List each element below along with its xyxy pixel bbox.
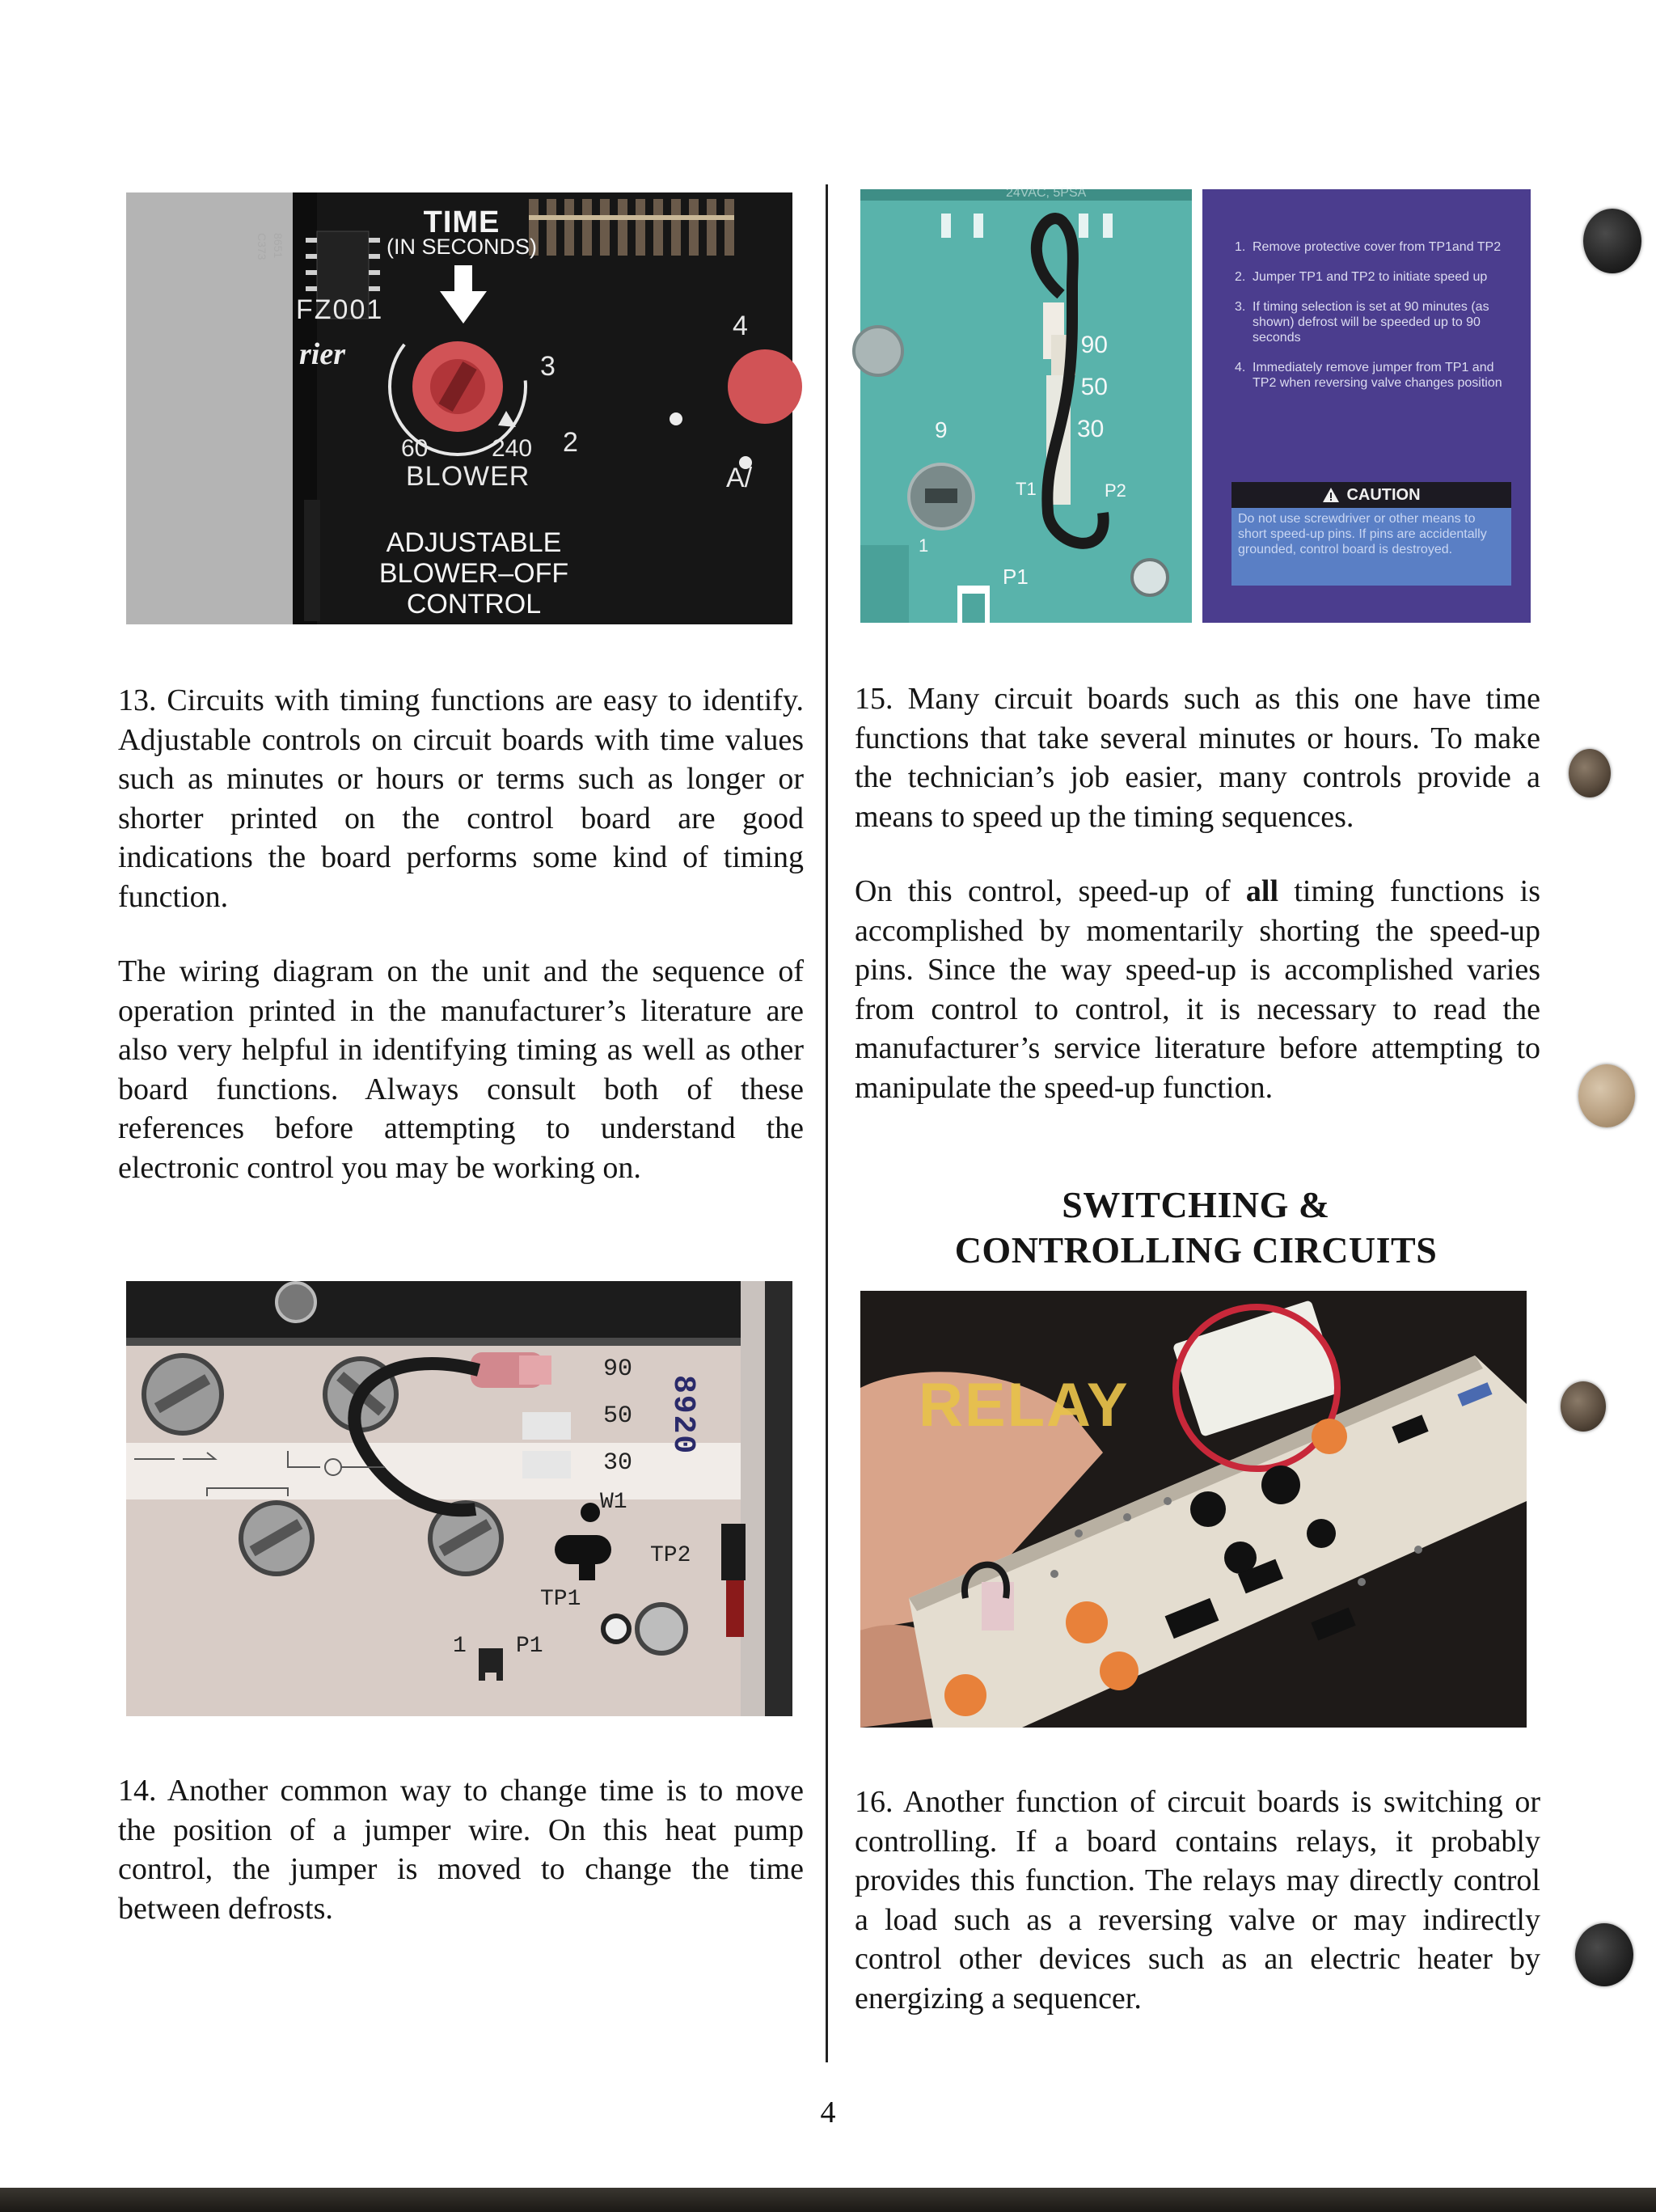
board-code-label: FZ001 bbox=[296, 294, 384, 325]
step-number: 4. bbox=[1235, 361, 1246, 374]
pin-label-30: 30 bbox=[603, 1449, 633, 1477]
paragraph-14-text: 14. Another common way to change time is to move the position of a jumper wire. On this heat pump control, the jumper is moved to change the time between defrosts. bbox=[118, 1774, 804, 1926]
instruction-step-3 bbox=[1235, 299, 1510, 345]
paragraph-14 bbox=[118, 1771, 804, 1928]
num-1-label: 1 bbox=[919, 535, 929, 556]
pin-label-50: 50 bbox=[603, 1402, 633, 1430]
punch-hole bbox=[1583, 209, 1641, 273]
tp1-label: TP1 bbox=[540, 1587, 581, 1612]
photo-caption bbox=[320, 527, 627, 620]
photo-blower-off-control bbox=[126, 192, 792, 624]
paragraph-15-part-1: 15. Many circuit boards such as this one have time functions that take several minutes or hours. To make the technician’s job easier, many controls provide a means to speed up the timing sequences. bbox=[855, 682, 1540, 834]
p1-label: P1 bbox=[516, 1634, 543, 1659]
caption-line-3: CONTROL bbox=[406, 589, 542, 620]
step-text: Immediately remove jumper from TP1 and TP2 when reversing valve changes position bbox=[1253, 361, 1502, 390]
page-number: 4 bbox=[820, 2096, 836, 2130]
ac-fragment-label: A/ bbox=[726, 463, 753, 493]
caution-box bbox=[1231, 482, 1511, 586]
paragraph-15-text-a: On this control, speed-up of bbox=[855, 874, 1246, 908]
paragraph-13-part-1: 13. Circuits with timing functions are easy to identify. Adjustable controls on circuit boards with time values such as minutes or hours or terms such as longer or shorter printed on the control board are good indications the board performs some kind of timing function. bbox=[118, 683, 804, 914]
board-header-text: 24VAC, 5PSA bbox=[1006, 186, 1087, 200]
heading-line-2: CONTROLLING CIRCUITS bbox=[954, 1229, 1438, 1271]
step-number: 1. bbox=[1235, 240, 1246, 254]
num-2-label: 2 bbox=[563, 427, 578, 458]
paragraph-13 bbox=[118, 681, 804, 1187]
num-9-label: 9 bbox=[935, 417, 948, 442]
tp1-label: T1 bbox=[1016, 479, 1037, 499]
paragraph-15-text-b: timing functions is accomplished by momentarily shorting the speed-up pins. Since the way speed-up is accomplished varies from control to control, it is necessary to read the manufacturer’s service literature before attempting to manipulate the speed-up function. bbox=[855, 874, 1541, 1105]
caption-line-2: BLOWER–OFF bbox=[378, 558, 569, 589]
ic-code-label: C373 bbox=[256, 233, 268, 260]
ic-code-label-2: 8651 bbox=[272, 233, 285, 259]
relay-label: RELAY bbox=[919, 1371, 1130, 1440]
num-3-label: 3 bbox=[540, 351, 556, 382]
warning-icon bbox=[1322, 487, 1340, 503]
instruction-step-4 bbox=[1235, 360, 1510, 391]
step-text: If timing selection is set at 90 minutes (as shown) defrost will be speeded up to 90 seconds bbox=[1253, 300, 1489, 345]
caution-text: Do not use screwdriver or other means to short speed-up pins. If pins are accidentally grounded, control board is destroyed. bbox=[1238, 512, 1487, 556]
p1-label: P1 bbox=[1003, 565, 1029, 589]
step-number: 2. bbox=[1235, 270, 1246, 284]
pin-label-90: 90 bbox=[1080, 332, 1108, 358]
pin-label-30: 30 bbox=[1077, 416, 1105, 442]
paragraph-15 bbox=[855, 679, 1540, 1107]
caution-label: CAUTION bbox=[1346, 485, 1421, 504]
photo-speed-up-board bbox=[860, 186, 1192, 623]
punch-hole bbox=[1575, 1923, 1633, 1986]
heading-line-1: SWITCHING & bbox=[1062, 1184, 1330, 1225]
pin-label-50: 50 bbox=[1080, 374, 1108, 400]
board-code-rotated: 8920 bbox=[665, 1375, 700, 1456]
paragraph-15-part-2 bbox=[855, 872, 1540, 1107]
num-4-label: 4 bbox=[733, 311, 748, 341]
brand-fragment: rier bbox=[299, 337, 345, 371]
blower-label: BLOWER bbox=[406, 461, 530, 492]
photo-relay-board bbox=[860, 1291, 1527, 1728]
tp2-label: TP2 bbox=[650, 1543, 691, 1568]
instruction-step-1 bbox=[1235, 239, 1510, 255]
pin-label-90: 90 bbox=[603, 1356, 633, 1383]
photo-defrost-jumper bbox=[126, 1281, 792, 1716]
w1-label: W1 bbox=[600, 1490, 627, 1515]
instruction-list bbox=[1235, 239, 1510, 405]
tp2-label: P2 bbox=[1105, 480, 1126, 501]
dial-max-label: 240 bbox=[492, 435, 533, 462]
paragraph-16-text: 16. Another function of circuit boards is switching or controlling. If a board contains relays, it probably provides this function. The relays may directly control a load such as a reversing valve or may indirectly control other devices such as an electric heater by energizing a sequencer. bbox=[855, 1785, 1540, 2015]
scan-edge bbox=[0, 2188, 1656, 2212]
speed-up-instructions-panel bbox=[1202, 189, 1531, 623]
seconds-label: (IN SECONDS) bbox=[386, 235, 537, 259]
punch-hole bbox=[1578, 1064, 1635, 1127]
paragraph-16 bbox=[855, 1783, 1540, 2018]
caution-header bbox=[1231, 482, 1511, 508]
paragraph-15-emphasis: all bbox=[1245, 874, 1279, 908]
section-heading bbox=[860, 1182, 1531, 1273]
step-number: 3. bbox=[1235, 300, 1246, 314]
column-divider bbox=[826, 184, 828, 2062]
dial-min-label: 60 bbox=[401, 435, 429, 462]
time-label: TIME bbox=[423, 205, 501, 239]
punch-hole bbox=[1569, 749, 1611, 797]
caption-line-1: ADJUSTABLE bbox=[386, 527, 562, 558]
instruction-step-2 bbox=[1235, 269, 1510, 285]
step-text: Jumper TP1 and TP2 to initiate speed up bbox=[1253, 270, 1488, 284]
num-1-label: 1 bbox=[453, 1634, 467, 1659]
punch-hole bbox=[1561, 1381, 1606, 1432]
step-text: Remove protective cover from TP1and TP2 bbox=[1253, 240, 1502, 254]
paragraph-13-part-2: The wiring diagram on the unit and the sequence of operation printed in the manufacturer’s literature are also very helpful in identifying timing as well as other board functions. Always consult both of these references before attempting to understand the electronic control you may be working on. bbox=[118, 954, 804, 1185]
